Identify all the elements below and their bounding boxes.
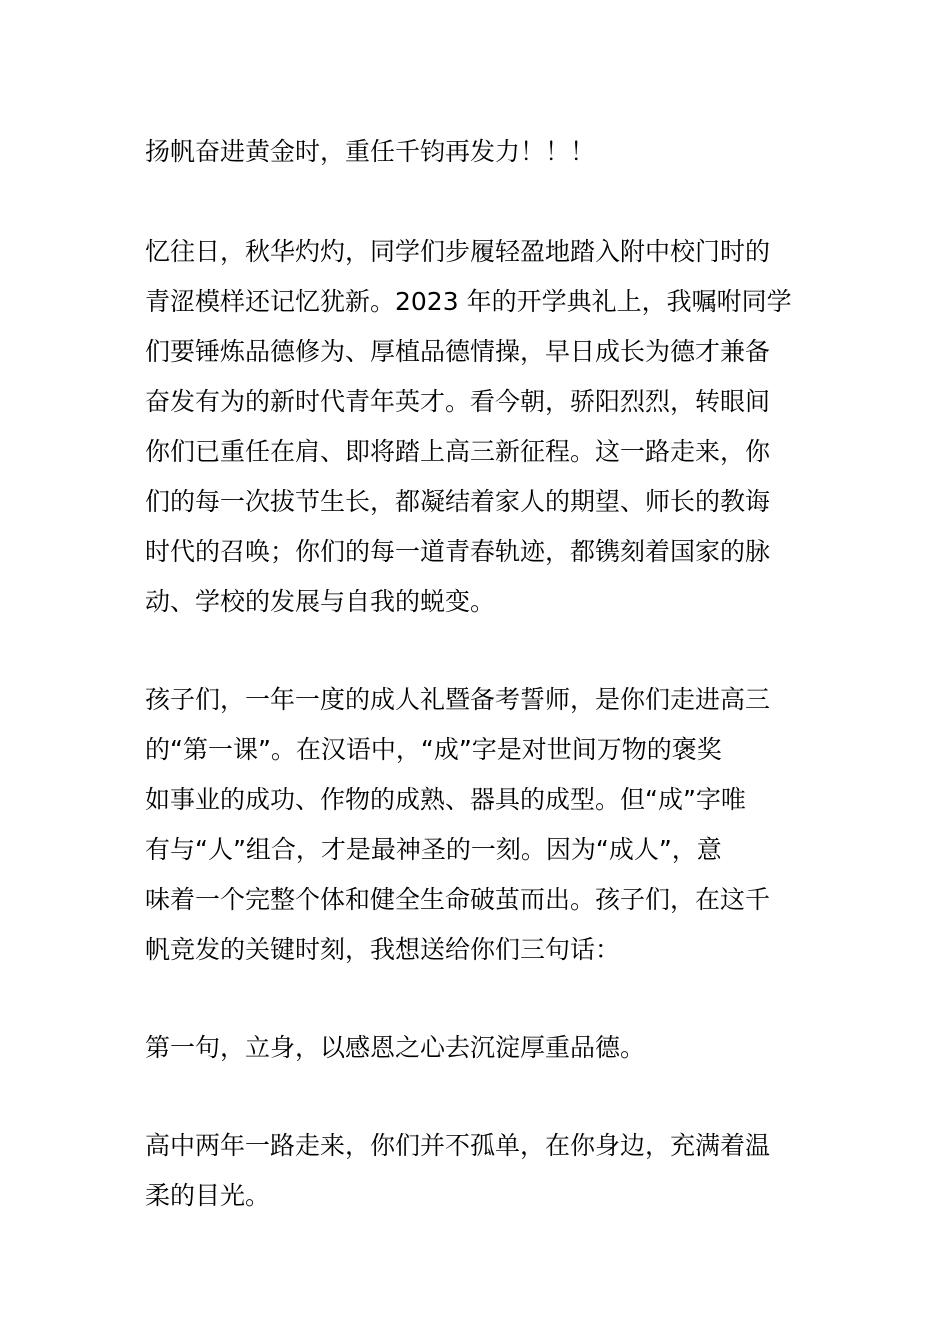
text-line: 孩子们，一年一度的成人礼暨备考誓师，是你们走进高三 [145, 685, 771, 714]
text-line: 高中两年一路走来，你们并不孤单，在你身边，充满着温 [145, 1131, 771, 1160]
paragraph-memory [145, 227, 810, 627]
text-line: 扬帆奋进黄金时，重任千钧再发力！！！ [145, 137, 596, 166]
text-line: 如事业的成功、作物的成熟、器具的成型。但“成”字唯 [145, 785, 746, 814]
text-line: 第一句，立身，以感恩之心去沉淀厚重品德。 [145, 1033, 646, 1062]
text-line: 的“第一课”。在汉语中，“成”字是对世间万物的褒奖 [145, 735, 722, 764]
text-line: 帆竞发的关键时刻，我想送给你们三句话： [145, 935, 621, 964]
paragraph-coming-of-age [145, 675, 810, 975]
paragraph-first-sentence [145, 1023, 810, 1073]
text-line: 时代的召唤；你们的每一道青春轨迹，都镌刻着国家的脉 [145, 537, 771, 566]
text-line: 们要锤炼品德修为、厚植品德情操，早日成长为德才兼备 [145, 337, 771, 366]
text-line: 动、学校的发展与自我的蜕变。 [145, 587, 496, 616]
text-line: 有与“人”组合，才是最神圣的一刻。因为“成人”，意 [145, 835, 722, 864]
text-line: 们的每一次拔节生长，都凝结着家人的期望、师长的教诲 [145, 487, 771, 516]
text-line: 柔的目光。 [145, 1181, 271, 1210]
text-line: 味着一个完整个体和健全生命破茧而出。孩子们，在这千 [145, 885, 771, 914]
paragraph-two-years [145, 1121, 810, 1221]
text-line: 你们已重任在肩、即将踏上高三新征程。这一路走来，你 [145, 437, 771, 466]
text-line: 奋发有为的新时代青年英才。看今朝，骄阳烈烈，转眼间 [145, 387, 771, 416]
text-line: 青涩模样还记忆犹新。2023 年的开学典礼上，我嘱咐同学 [145, 287, 792, 316]
text-line: 忆往日，秋华灼灼，同学们步履轻盈地踏入附中校门时的 [145, 237, 771, 266]
paragraph-title [145, 127, 810, 177]
